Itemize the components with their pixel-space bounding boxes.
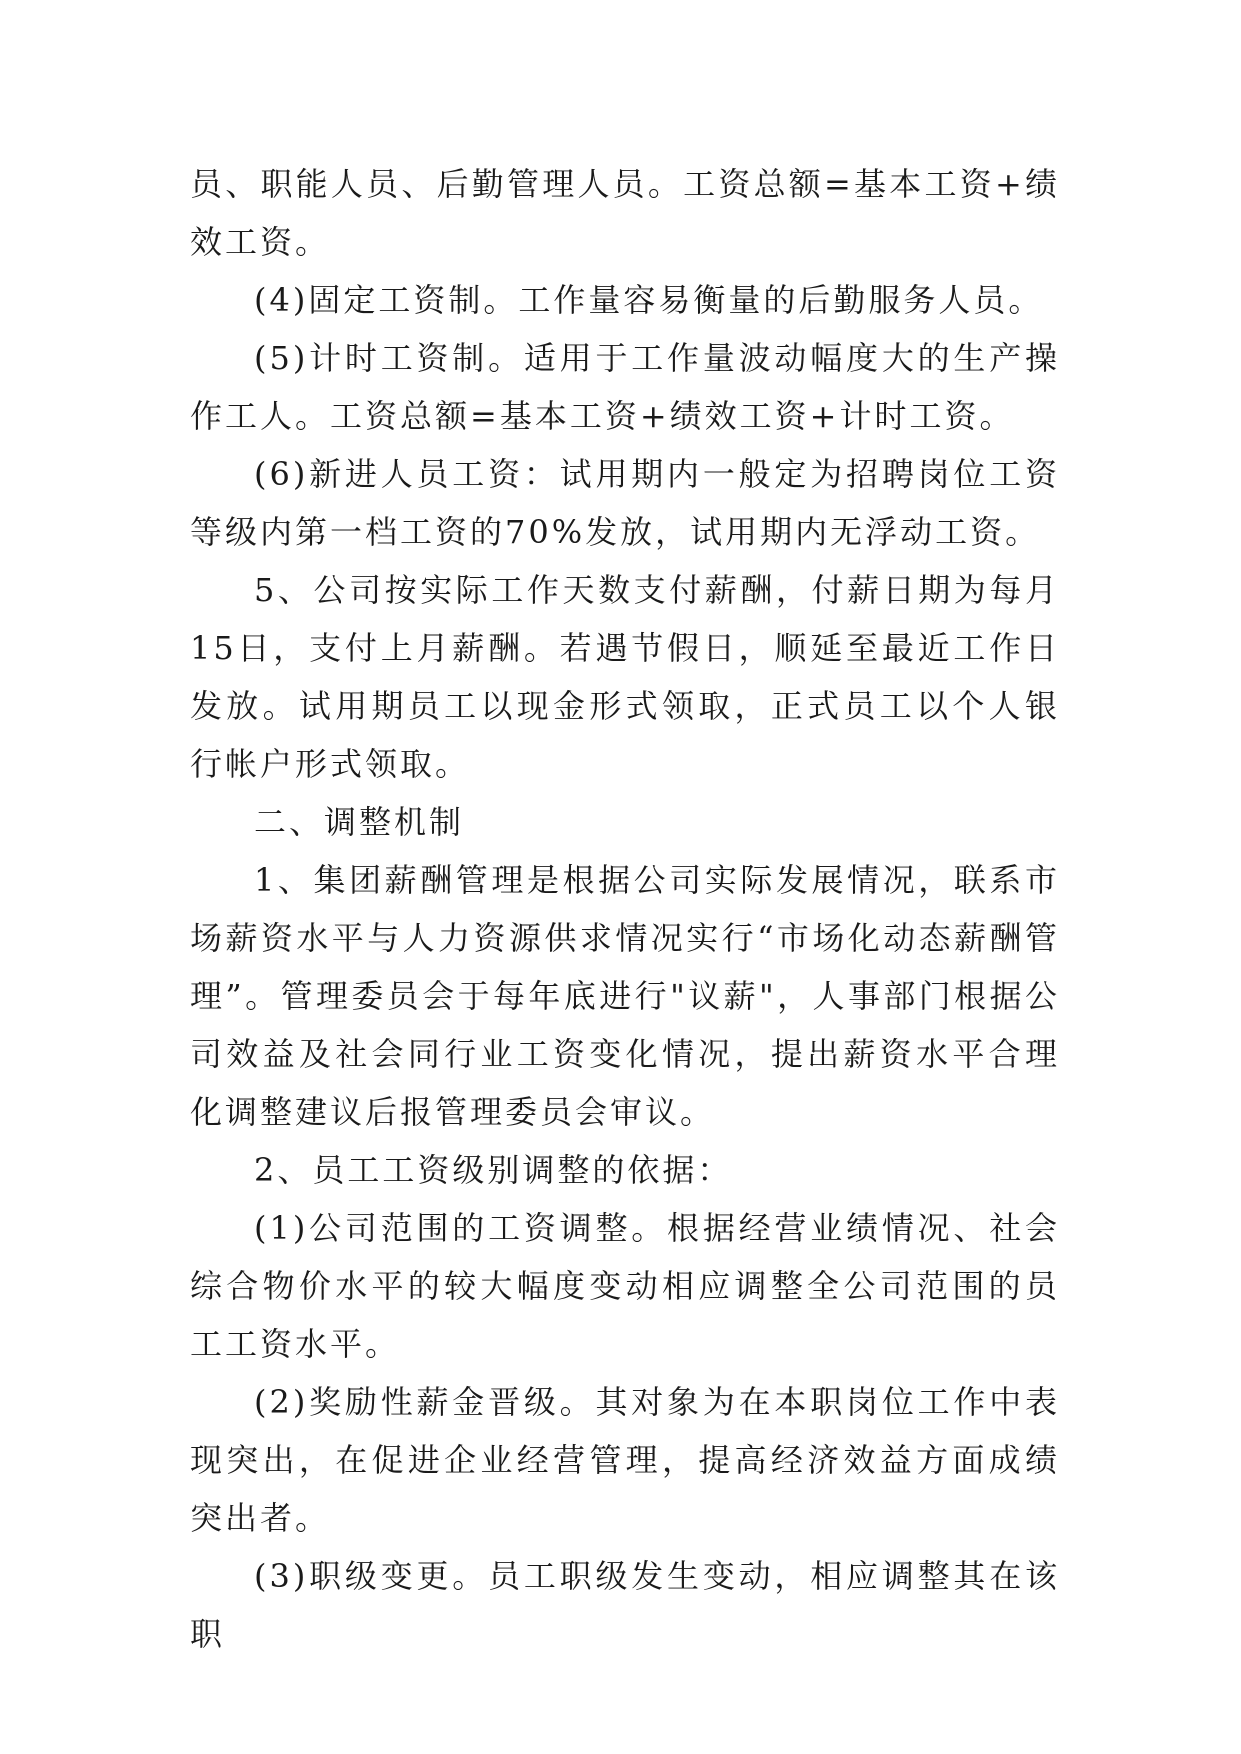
paragraph-adjustment-basis: 2、员工工资级别调整的依据：	[254, 1151, 733, 1189]
paragraph-new-staff-wage: (6)新进人员工资：试用期内一般定为招聘岗位工资等级内第一档工资的70%发放，试用期内无浮动工资。	[190, 455, 1060, 551]
paragraph-pay-schedule: 5、公司按实际工作天数支付薪酬，付薪日期为每月15日，支付上月薪酬。若遇节假日，顺延至最近工作日发放。试用期员工以现金形式领取，正式员工以个人银行帐户形式领取。	[190, 571, 1060, 783]
paragraph-company-wide-adjustment: (1)公司范围的工资调整。根据经营业绩情况、社会综合物价水平的较大幅度变动相应调整全公司范围的员工工资水平。	[190, 1209, 1060, 1363]
paragraph-hourly-wage: (5)计时工资制。适用于工作量波动幅度大的生产操作工人。工资总额=基本工资+绩效工资+计时工资。	[190, 339, 1060, 435]
paragraph-continuation: 员、职能人员、后勤管理人员。工资总额=基本工资+绩效工资。	[190, 165, 1060, 261]
document-body	[190, 155, 1060, 1663]
paragraph-group-salary-management: 1、集团薪酬管理是根据公司实际发展情况，联系市场薪资水平与人力资源供求情况实行“市场化动态薪酬管理”。管理委员会于每年底进行"议薪"，人事部门根据公司效益及社会同行业工资变化情况，提出薪资水平合理化调整建议后报管理委员会审议。	[190, 861, 1060, 1131]
paragraph-reward-promotion: (2)奖励性薪金晋级。其对象为在本职岗位工作中表现突出，在促进企业经营管理，提高经济效益方面成绩突出者。	[190, 1383, 1060, 1537]
section-heading-adjustment: 二、调整机制	[254, 803, 465, 841]
paragraph-grade-change: (3)职级变更。员工职级发生变动，相应调整其在该职	[190, 1557, 1060, 1653]
paragraph-fixed-wage: (4)固定工资制。工作量容易衡量的后勤服务人员。	[254, 281, 1044, 319]
